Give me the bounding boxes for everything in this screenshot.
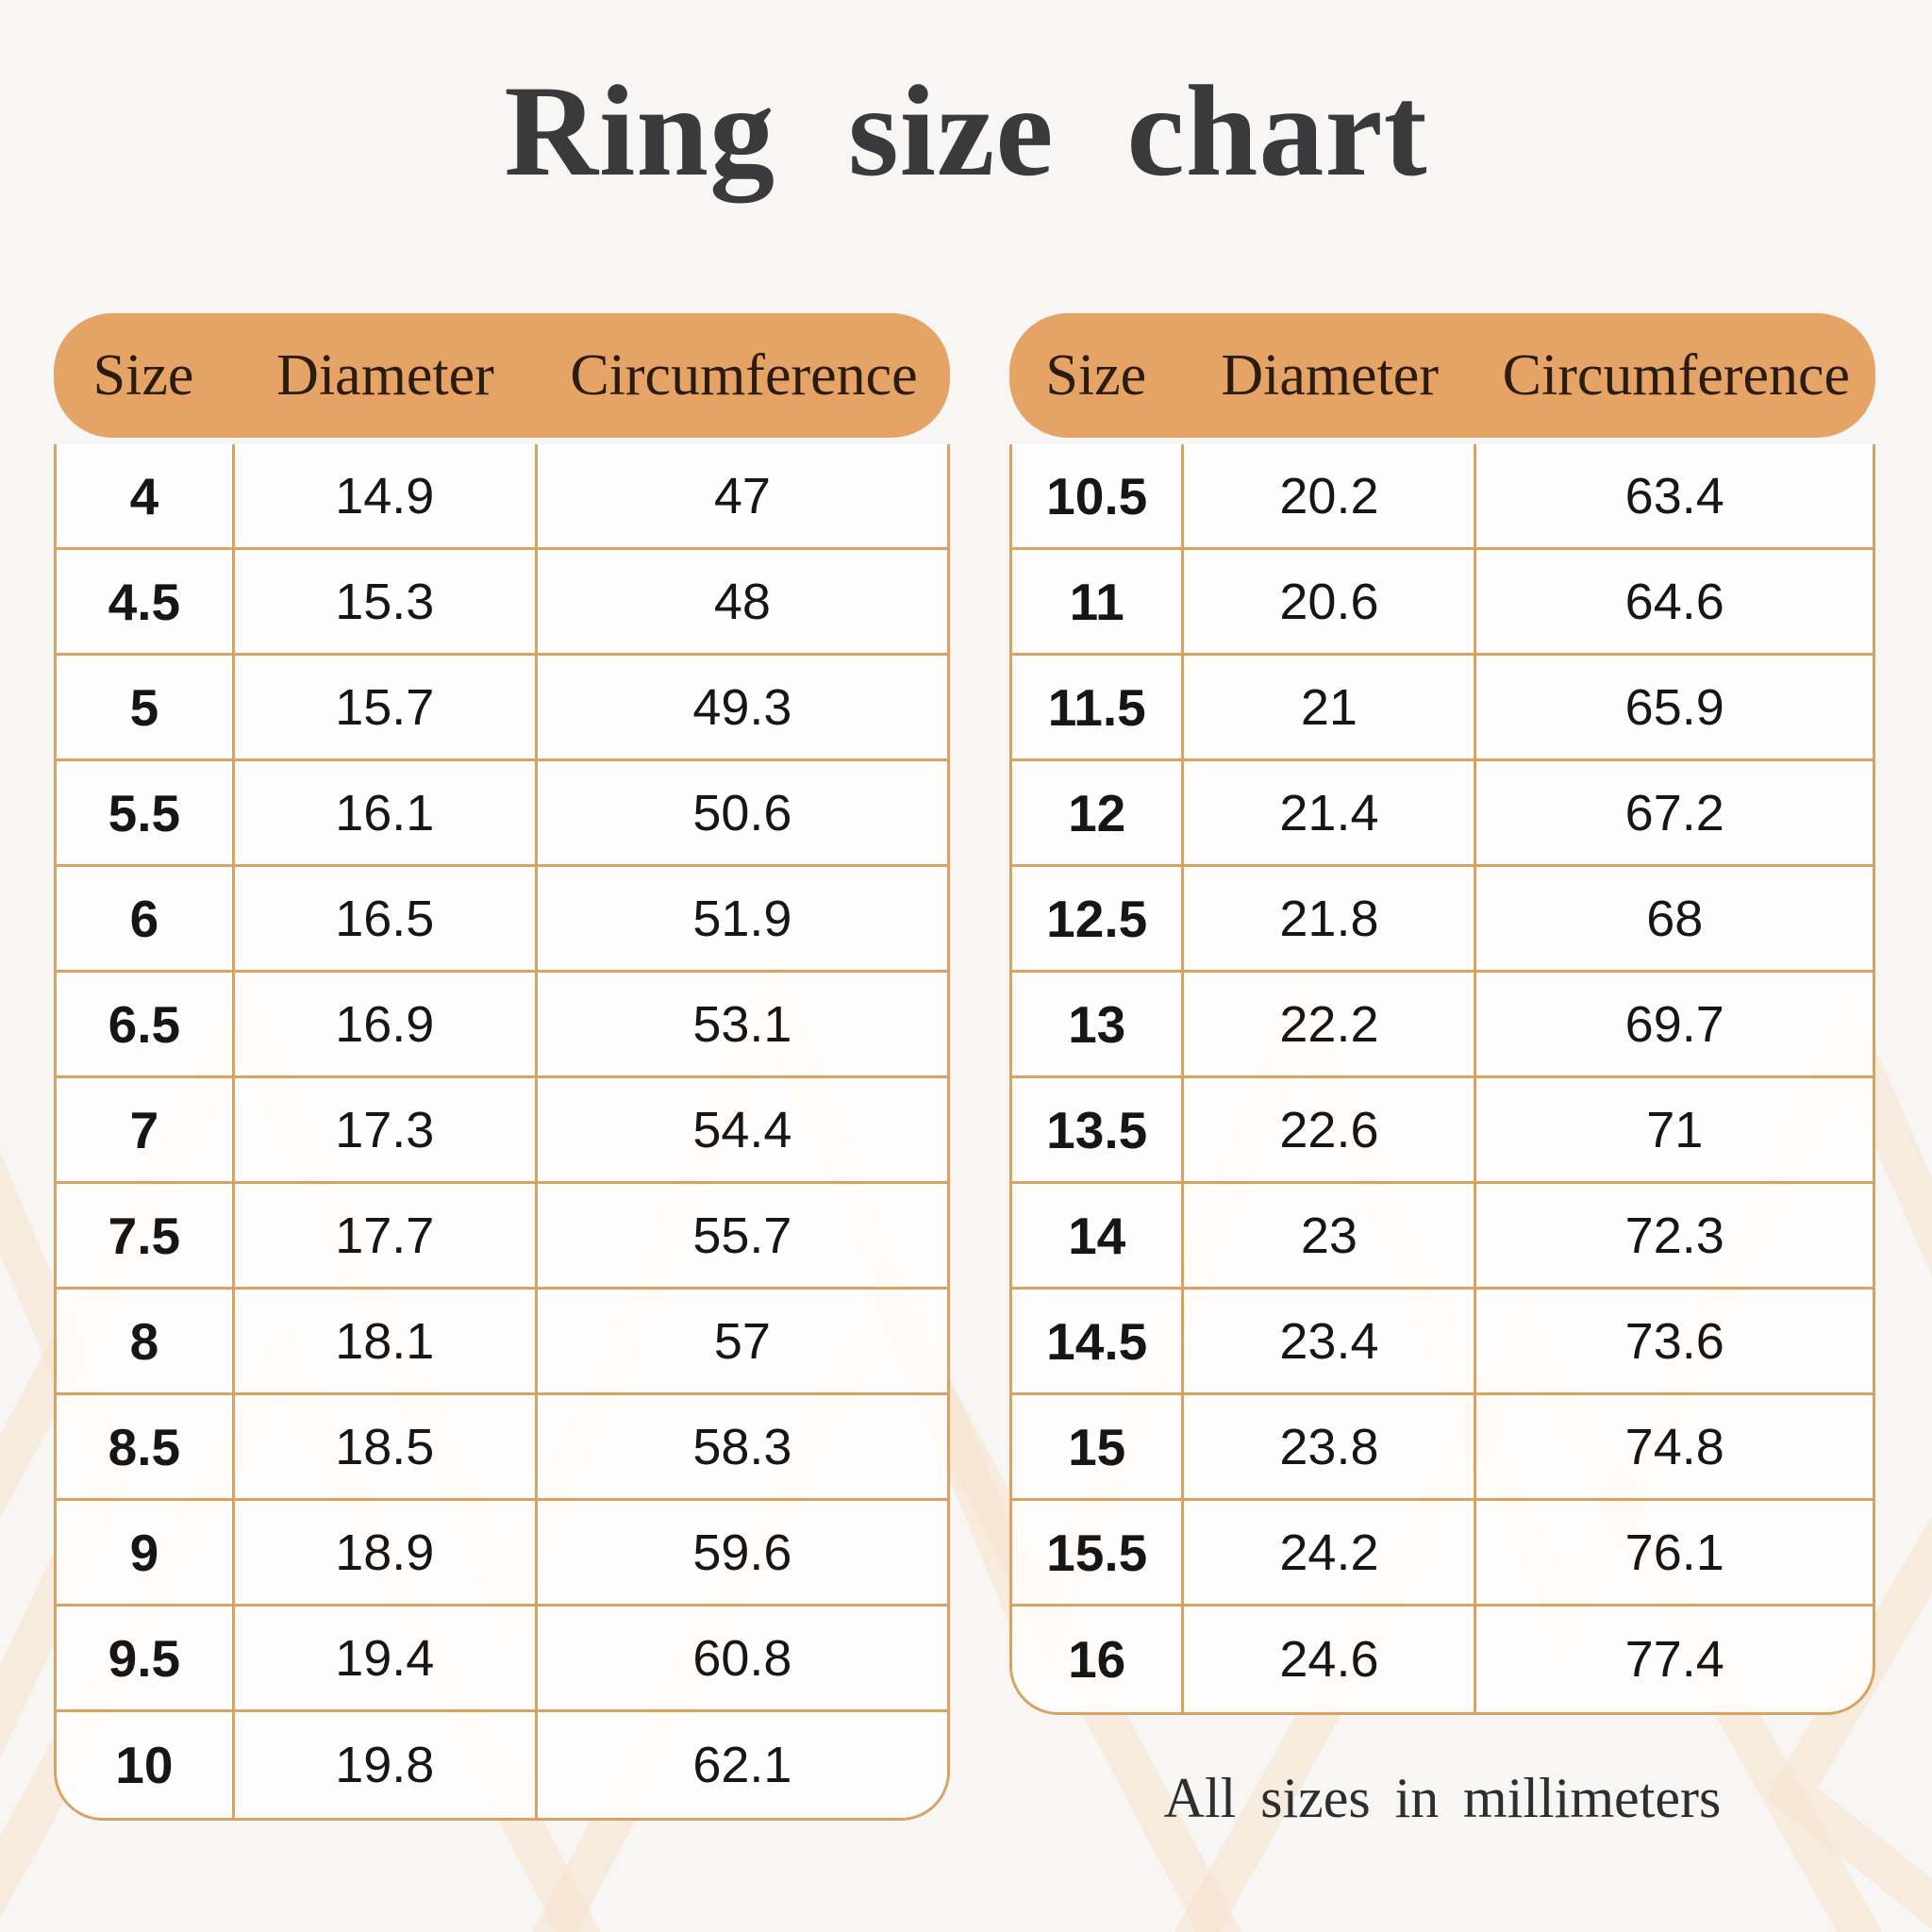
page-title: Ring size chart [504, 58, 1428, 203]
circumference-cell: 72.3 [1476, 1184, 1873, 1290]
column-header-diameter: Diameter [276, 342, 494, 408]
diameter-cell: 19.8 [235, 1712, 538, 1818]
table-header [54, 313, 950, 438]
column-header-circumference: Circumference [570, 342, 918, 408]
table-row [1012, 1184, 1873, 1290]
table-row [57, 1607, 947, 1712]
diameter-cell: 16.1 [235, 761, 538, 867]
size-cell: 4.5 [57, 550, 235, 656]
circumference-cell: 47 [538, 444, 947, 550]
column-header-size: Size [1045, 342, 1147, 408]
size-cell: 7 [57, 1078, 235, 1184]
table-row [57, 973, 947, 1078]
table-row [57, 656, 947, 761]
table-row [57, 1501, 947, 1607]
size-cell: 7.5 [57, 1184, 235, 1290]
diameter-cell: 18.9 [235, 1501, 538, 1607]
table-body [1009, 444, 1875, 1715]
size-cell: 14.5 [1012, 1290, 1184, 1395]
size-cell: 15 [1012, 1395, 1184, 1501]
diameter-cell: 22.2 [1184, 973, 1476, 1078]
size-cell: 4 [57, 444, 235, 550]
table-row [1012, 867, 1873, 973]
table-header [1009, 313, 1875, 438]
column-header-circumference: Circumference [1502, 342, 1850, 408]
table-row [57, 1184, 947, 1290]
diameter-cell: 18.5 [235, 1395, 538, 1501]
diameter-cell: 21.4 [1184, 761, 1476, 867]
column-header-size: Size [92, 342, 194, 408]
ring-size-table-2 [1009, 313, 1875, 1715]
diameter-cell: 15.7 [235, 656, 538, 761]
diameter-cell: 17.7 [235, 1184, 538, 1290]
diameter-cell: 20.2 [1184, 444, 1476, 550]
diameter-cell: 23.4 [1184, 1290, 1476, 1395]
table-row [57, 1712, 947, 1818]
diameter-cell: 24.6 [1184, 1607, 1476, 1712]
diameter-cell: 21.8 [1184, 867, 1476, 973]
circumference-cell: 77.4 [1476, 1607, 1873, 1712]
circumference-cell: 68 [1476, 867, 1873, 973]
column-header-diameter: Diameter [1221, 342, 1439, 408]
circumference-cell: 74.8 [1476, 1395, 1873, 1501]
size-cell: 13 [1012, 973, 1184, 1078]
units-footnote: All sizes in millimeters [1163, 1767, 1722, 1829]
table-row [1012, 444, 1873, 550]
diameter-cell: 14.9 [235, 444, 538, 550]
diameter-cell: 20.6 [1184, 550, 1476, 656]
size-cell: 16 [1012, 1607, 1184, 1712]
size-cell: 8 [57, 1290, 235, 1395]
size-cell: 8.5 [57, 1395, 235, 1501]
size-cell: 9 [57, 1501, 235, 1607]
table-row [1012, 550, 1873, 656]
size-cell: 15.5 [1012, 1501, 1184, 1607]
diameter-cell: 16.9 [235, 973, 538, 1078]
size-cell: 14 [1012, 1184, 1184, 1290]
circumference-cell: 51.9 [538, 867, 947, 973]
circumference-cell: 54.4 [538, 1078, 947, 1184]
diameter-cell: 18.1 [235, 1290, 538, 1395]
table-row [1012, 656, 1873, 761]
circumference-cell: 57 [538, 1290, 947, 1395]
size-cell: 6 [57, 867, 235, 973]
diameter-cell: 23.8 [1184, 1395, 1476, 1501]
circumference-cell: 69.7 [1476, 973, 1873, 1078]
circumference-cell: 48 [538, 550, 947, 656]
diameter-cell: 22.6 [1184, 1078, 1476, 1184]
diameter-cell: 19.4 [235, 1607, 538, 1712]
circumference-cell: 60.8 [538, 1607, 947, 1712]
circumference-cell: 65.9 [1476, 656, 1873, 761]
size-cell: 13.5 [1012, 1078, 1184, 1184]
table-row [1012, 973, 1873, 1078]
circumference-cell: 58.3 [538, 1395, 947, 1501]
size-cell: 5.5 [57, 761, 235, 867]
circumference-cell: 73.6 [1476, 1290, 1873, 1395]
table-body [54, 444, 950, 1821]
circumference-cell: 63.4 [1476, 444, 1873, 550]
table-row [57, 1395, 947, 1501]
diameter-cell: 16.5 [235, 867, 538, 973]
table-row [57, 867, 947, 973]
diameter-cell: 21 [1184, 656, 1476, 761]
circumference-cell: 49.3 [538, 656, 947, 761]
circumference-cell: 67.2 [1476, 761, 1873, 867]
size-cell: 5 [57, 656, 235, 761]
table-row [57, 550, 947, 656]
circumference-cell: 50.6 [538, 761, 947, 867]
table-row [57, 1078, 947, 1184]
size-cell: 12 [1012, 761, 1184, 867]
diameter-cell: 15.3 [235, 550, 538, 656]
size-cell: 6.5 [57, 973, 235, 1078]
table-row [1012, 1078, 1873, 1184]
size-cell: 12.5 [1012, 867, 1184, 973]
table-row [57, 444, 947, 550]
size-cell: 10 [57, 1712, 235, 1818]
circumference-cell: 64.6 [1476, 550, 1873, 656]
circumference-cell: 62.1 [538, 1712, 947, 1818]
diameter-cell: 23 [1184, 1184, 1476, 1290]
size-cell: 10.5 [1012, 444, 1184, 550]
ring-size-table-1 [54, 313, 950, 1821]
circumference-cell: 76.1 [1476, 1501, 1873, 1607]
table-row [57, 761, 947, 867]
size-cell: 11 [1012, 550, 1184, 656]
circumference-cell: 55.7 [538, 1184, 947, 1290]
size-cell: 9.5 [57, 1607, 235, 1712]
circumference-cell: 71 [1476, 1078, 1873, 1184]
size-cell: 11.5 [1012, 656, 1184, 761]
table-row [1012, 1290, 1873, 1395]
table-row [57, 1290, 947, 1395]
diameter-cell: 24.2 [1184, 1501, 1476, 1607]
table-row [1012, 761, 1873, 867]
diameter-cell: 17.3 [235, 1078, 538, 1184]
circumference-cell: 53.1 [538, 973, 947, 1078]
table-row [1012, 1395, 1873, 1501]
circumference-cell: 59.6 [538, 1501, 947, 1607]
table-row [1012, 1501, 1873, 1607]
table-row [1012, 1607, 1873, 1712]
